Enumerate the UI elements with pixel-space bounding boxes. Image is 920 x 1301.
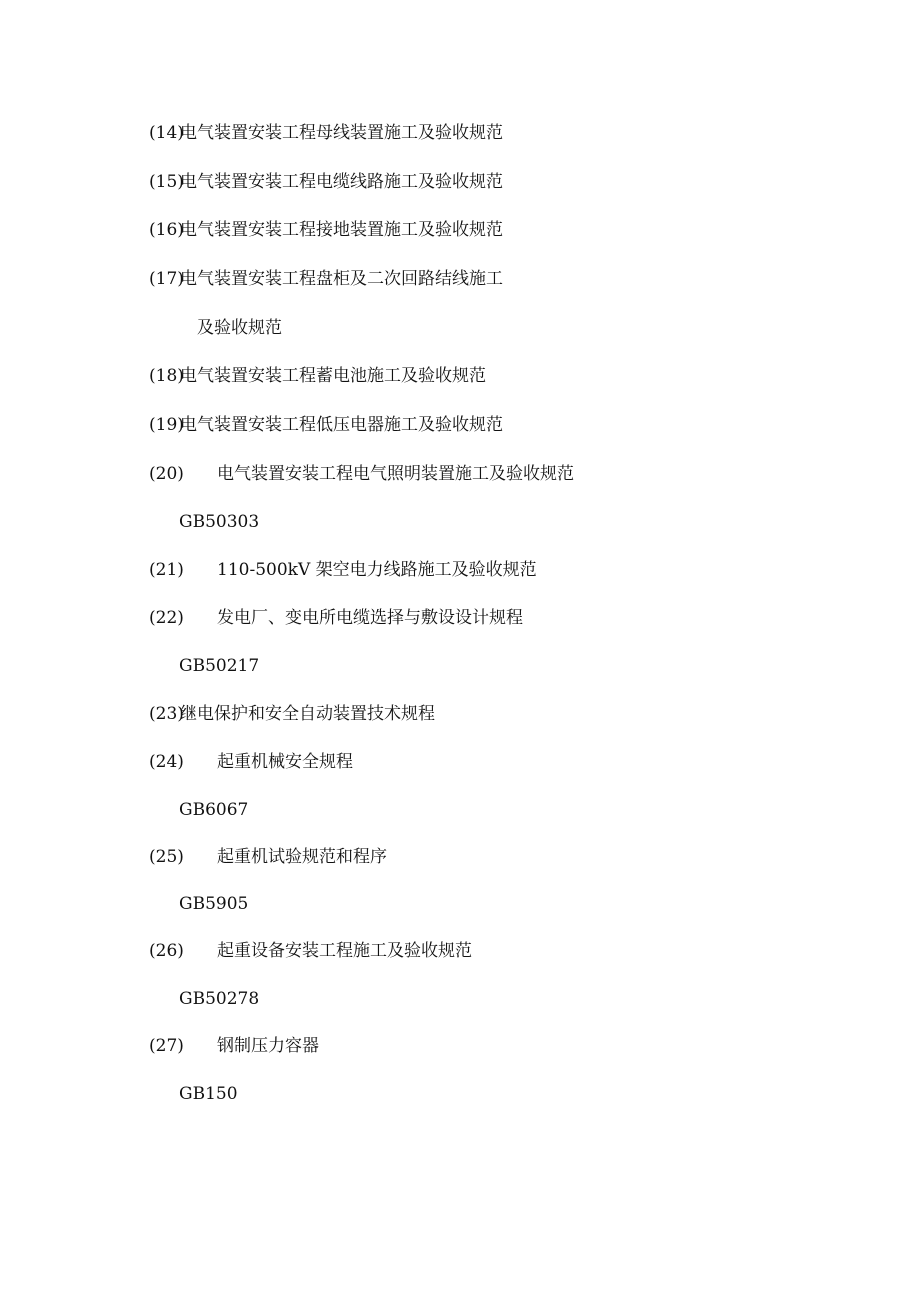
item-number: (18) bbox=[149, 366, 184, 386]
item-title: 电气装置安装工程电气照明装置施工及验收规范 bbox=[217, 464, 574, 484]
item-title: 电气装置安装工程母线装置施工及验收规范 bbox=[180, 123, 503, 143]
item-number: (14) bbox=[149, 123, 184, 143]
item-number: (16) bbox=[149, 220, 184, 240]
item-number: (25) bbox=[149, 847, 184, 867]
item-number: (17) bbox=[149, 269, 184, 289]
item-title: 起重机械安全规程 bbox=[217, 752, 353, 772]
item-title: 钢制压力容器 bbox=[217, 1036, 319, 1056]
item-title: 电气装置安装工程接地装置施工及验收规范 bbox=[180, 220, 503, 240]
item-title: 起重机试验规范和程序 bbox=[217, 847, 387, 867]
item-title-continuation: 及验收规范 bbox=[197, 318, 282, 338]
item-code: GB50303 bbox=[179, 512, 260, 532]
item-number: (20) bbox=[149, 464, 184, 484]
item-title: 110-500kV 架空电力线路施工及验收规范 bbox=[217, 560, 537, 580]
item-number: (27) bbox=[149, 1036, 184, 1056]
item-title: 电气装置安装工程电缆线路施工及验收规范 bbox=[180, 172, 503, 192]
item-number: (21) bbox=[149, 560, 184, 580]
item-number: (24) bbox=[149, 752, 184, 772]
item-title: 发电厂、变电所电缆选择与敷设设计规程 bbox=[217, 608, 523, 628]
item-code: GB5905 bbox=[179, 894, 249, 914]
item-title: 继电保护和安全自动装置技术规程 bbox=[180, 704, 435, 724]
item-code: GB50217 bbox=[179, 656, 260, 676]
item-number: (26) bbox=[149, 941, 184, 961]
item-title: 起重设备安装工程施工及验收规范 bbox=[217, 941, 472, 961]
item-number: (19) bbox=[149, 415, 184, 435]
item-title: 电气装置安装工程蓄电池施工及验收规范 bbox=[180, 366, 486, 386]
item-code: GB150 bbox=[179, 1084, 238, 1104]
item-number: (22) bbox=[149, 608, 184, 628]
item-code: GB6067 bbox=[179, 800, 249, 820]
item-number: (15) bbox=[149, 172, 184, 192]
item-number: (23) bbox=[149, 704, 184, 724]
item-code: GB50278 bbox=[179, 989, 260, 1009]
item-title: 电气装置安装工程盘柜及二次回路结线施工 bbox=[180, 269, 503, 289]
item-title: 电气装置安装工程低压电器施工及验收规范 bbox=[180, 415, 503, 435]
